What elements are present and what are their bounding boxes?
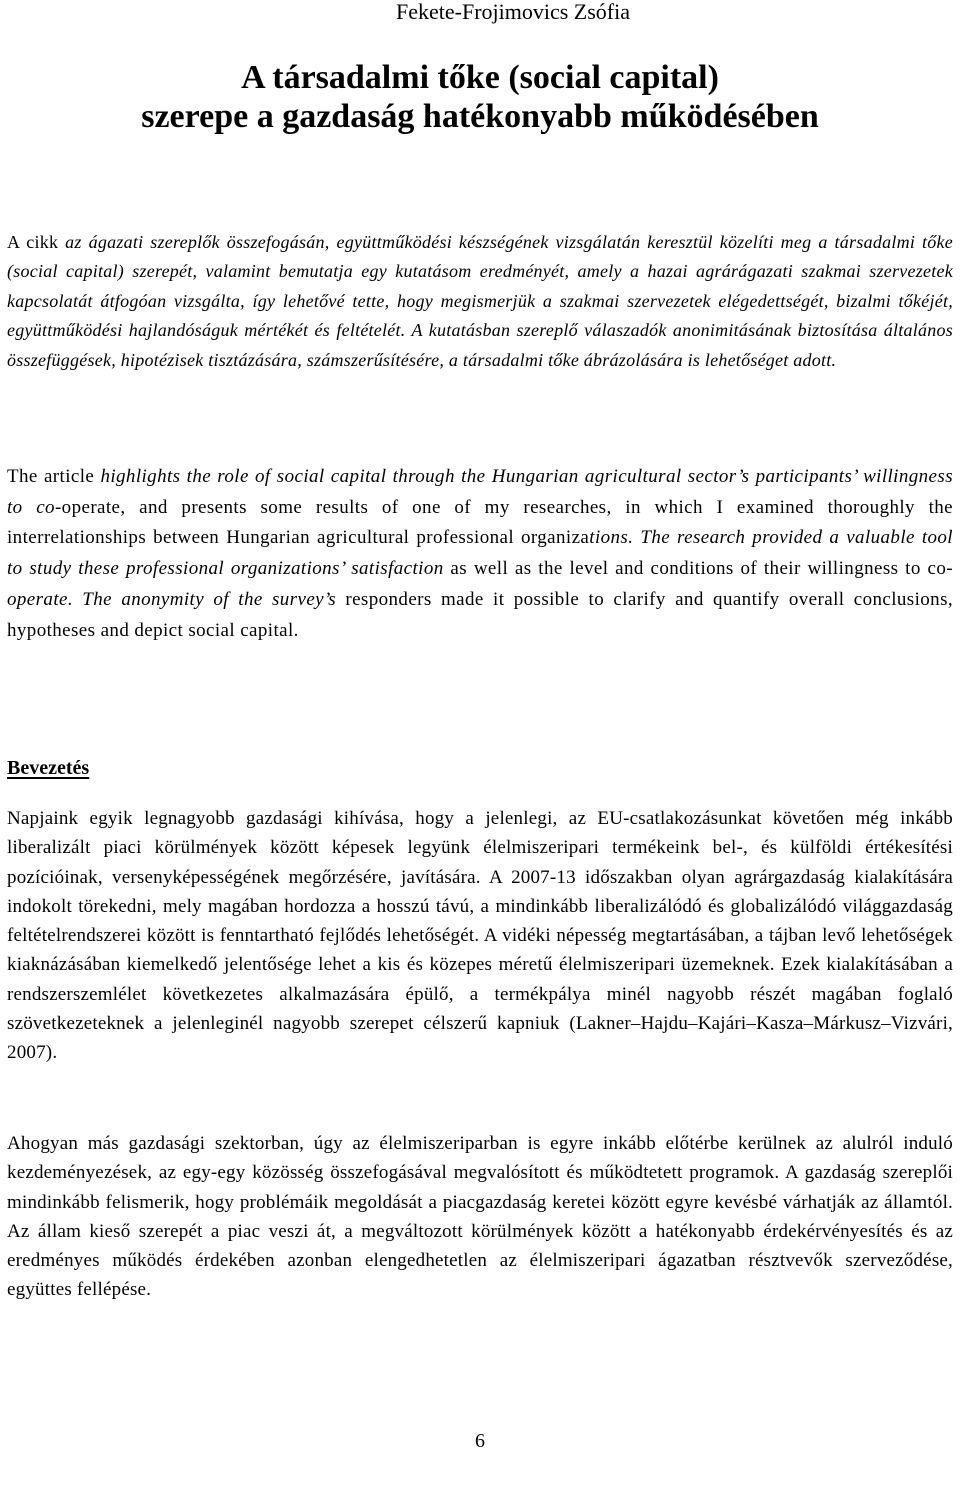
abstract-en-part-3: -operate, and presents some results of one of my researches, in which I examined thoroughly the interrelationships between Hungarian agricultural professional organiza [7,496,953,549]
abstract-hungarian [7,228,953,375]
abstract-hu-italic: az ágazati szereplők összefogásán, együttműködési készségének vizsgálatán keresztül közelíti meg a társadalmi tőke (social capital) szerepét, valamint bemutatja egy kutatásom eredményét, amely a hazai agrárágazati szakmai szervezetek kapcsolatát átfogóan vizsgálta, így lehetővé tette, hogy megismerjük a szakmai szervezetek elégedettségét, bizalmi tőkéjét, együttműködési hajlandóságuk mértékét és feltételét. A kutatásban szereplő válaszadók anonimitásának biztosítása általános összefüggések, hipotézisek tisztázására, számszerűsítésére, a társadalmi tőke ábrázolására is lehetőséget adott. [7,232,953,370]
title-line-1: A társadalmi tőke (social capital) [241,59,719,96]
page-title [0,58,960,136]
abstract-hu-lead: A cikk [7,232,66,252]
abstract-en-part-2: highlights the role of social capital through the Hungarian agricultural sector’s participants’ willingness to co [7,466,953,518]
abstract-en-part-1: The article [7,466,101,487]
abstract-english [7,462,953,646]
title-line-2: szerepe a gazdaság hatékonyabb működésében [141,98,819,135]
abstract-en-part-4: tions. The research provided a valuable tool to study these professional organizations’ satisfaction [7,527,953,580]
page-number: 6 [475,1430,485,1452]
abstract-en-part-5: as well as the level and conditions of their willingness to co- [443,558,953,580]
abstract-en-part-7: responders made it possible to clarify and quantify overall conclusions, hypotheses and depict social capital. [7,588,954,641]
body-paragraph-2: Ahogyan más gazdasági szektorban, úgy az élelmiszeriparban is egyre inkább előtérbe kerülnek az alulról induló kezdeményezések, az egy-egy közösség összefogásával megvalósított és működtetett programok. A gazdaság szereplői mindinkább felismerik, hogy problémáik megoldását a piacgazdaság keretei között egyre kevésbé várhatják az államtól. Az állam kieső szerepét a piac veszi át, a megváltozott körülmények között a hatékonyabb érdekérvényesítés és az eredményes működés érdekében azonban elengedhetetlen az élelmiszeripari ágazatban résztvevők szerveződése, együttes fellépése. [7,1133,953,1301]
abstract-en-part-6: operate. The anonymity of the survey’s [7,588,337,610]
body-paragraph-1: Napjaink egyik legnagyobb gazdasági kihívása, hogy a jelenlegi, az EU-csatlakozásunkat követően még inkább liberalizált piaci körülmények között képesek legyünk élelmiszeripari termékeink bel-, és külföldi értékesítési pozícióinak, versenyképességének megőrzésére, javítására. A 2007-13 időszakban olyan agrárgazdaság kialakítására indokolt törekedni, mely magában hordozza a hosszú távú, a mindinkább liberalizálódó és globalizálódó világgazdaság feltételrendszerei között is fenntartható fejlődés lehetőségét. A vidéki népesség megtartásában, a tájban levő lehetőségek kiaknázásában kiemelkedő jelentősége lehet a kis és közepes méretű élelmiszeripari üzemeknek. Ezek kialakításában a rendszerszemlélet következetes alkalmazására épülő, a termékpálya minél nagyobb részét magában foglaló szövetkezeteknek a jelenleginél nagyobb szerepet célszerű kapniuk (Lakner–Hajdu–Kajári–Kasza–Márkusz–Vizvári, 2007). [7,808,953,1064]
section-heading: Bevezetés [7,757,90,779]
author-name: Fekete-Frojimovics Zsófia [395,0,630,24]
